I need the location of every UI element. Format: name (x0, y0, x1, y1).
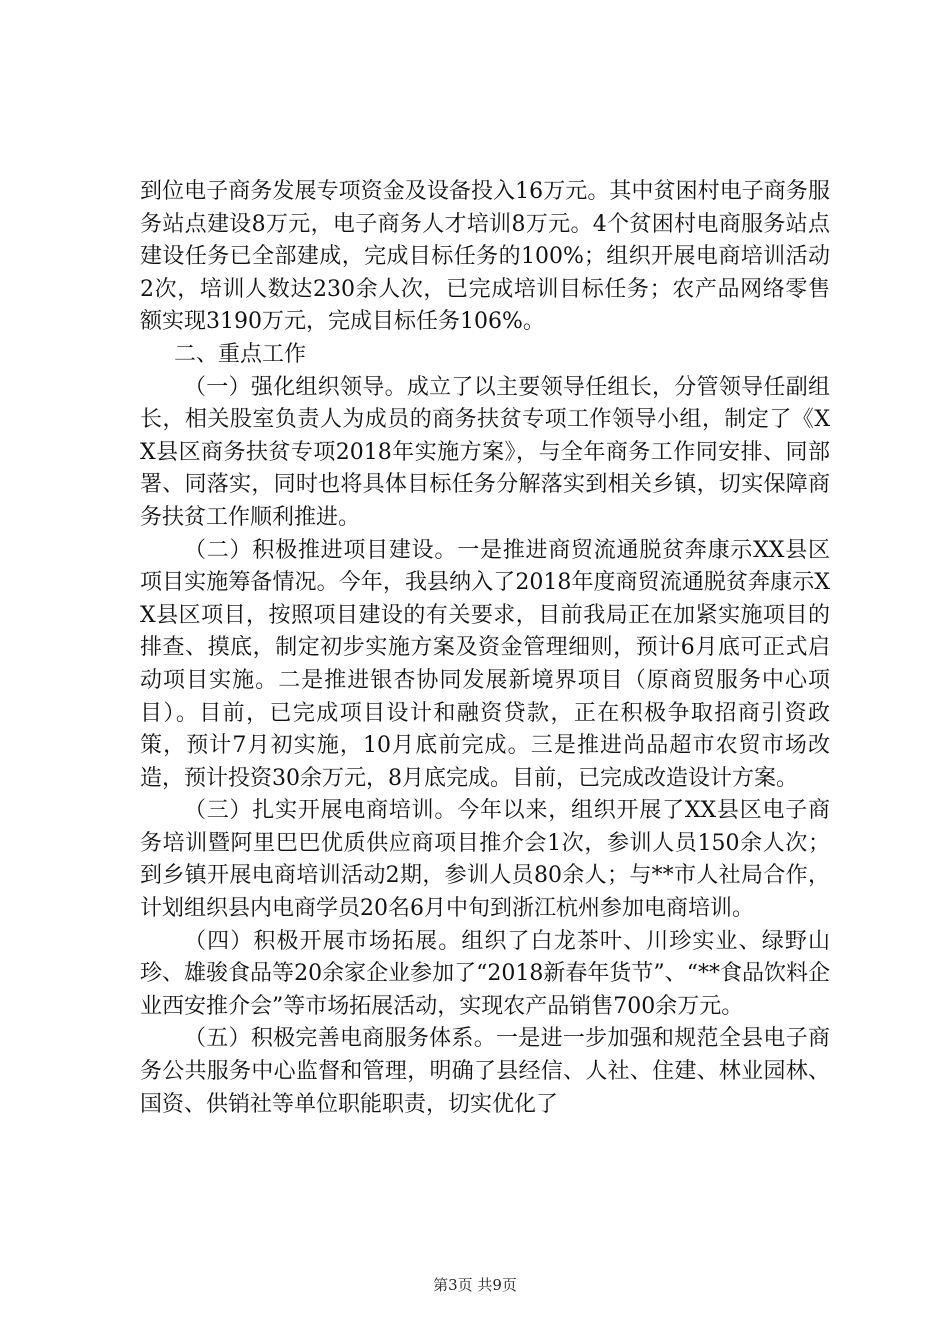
document-body (140, 176, 830, 1121)
paragraph-service-system: （五）积极完善电商服务体系。一是进一步加强和规范全县电子商务公共服务中心监督和管理，明确了县经信、人社、住建、林业园林、国资、供销社等单位职能职责，切实优化了 (140, 1026, 830, 1117)
paragraph-market-expansion: （四）积极开展市场拓展。组织了白龙茶叶、川珍实业、绿野山珍、雄骏食品等20余家企业参加了“2018新春年货节”、“**食品饮料企业西安推介会”等市场拓展活动，实现农产品销售700余万元。 (140, 928, 830, 1019)
section-heading-key-work: 二、重点工作 (174, 341, 307, 367)
page-footer: 第3页 共9页 (433, 1276, 517, 1294)
paragraph-funding-summary: 到位电子商务发展专项资金及设备投入16万元。其中贫困村电子商务服务站点建设8万元，电子商务人才培训8万元。4个贫困村电商服务站点建设任务已全部建成，完成目标任务的100%；组织开展电商培训活动2次，培训人数达230余人次，已完成培训目标任务；农产品网络零售额实现3190万元，完成目标任务106%。 (140, 179, 830, 335)
paragraph-project-construction: （二）积极推进项目建设。一是推进商贸流通脱贫奔康示XX县区项目实施筹备情况。今年，我县纳入了2018年度商贸流通脱贫奔康示XX县区项目，按照项目建设的有关要求，目前我局正在加紧实施项目的排查、摸底，制定初步实施方案及资金管理细则，预计6月底可正式启动项目实施。二是推进银杏协同发展新境界项目（原商贸服务中心项目）。目前，已完成项目设计和融资贷款，正在积极争取招商引资政策，预计7月初实施，10月底前完成。三是推进尚品超市农贸市场改造，预计投资30余万元，8月底完成。目前，已完成改造设计方案。 (140, 537, 830, 791)
paragraph-ecommerce-training: （三）扎实开展电商培训。今年以来，组织开展了XX县区电子商务培训暨阿里巴巴优质供应商项目推介会1次，参训人员150余人次；到乡镇开展电商培训活动2期，参训人员80余人；与**市人社局合作，计划组织县内电商学员20名6月中旬到浙江杭州参加电商培训。 (140, 798, 830, 922)
paragraph-organization-leadership: （一）强化组织领导。成立了以主要领导任组长，分管领导任副组长，相关股室负责人为成员的商务扶贫专项工作领导小组，制定了《XX县区商务扶贫专项2018年实施方案》，与全年商务工作同安排、同部署、同落实，同时也将具体目标任务分解落实到相关乡镇，切实保障商务扶贫工作顺利推进。 (140, 374, 830, 530)
